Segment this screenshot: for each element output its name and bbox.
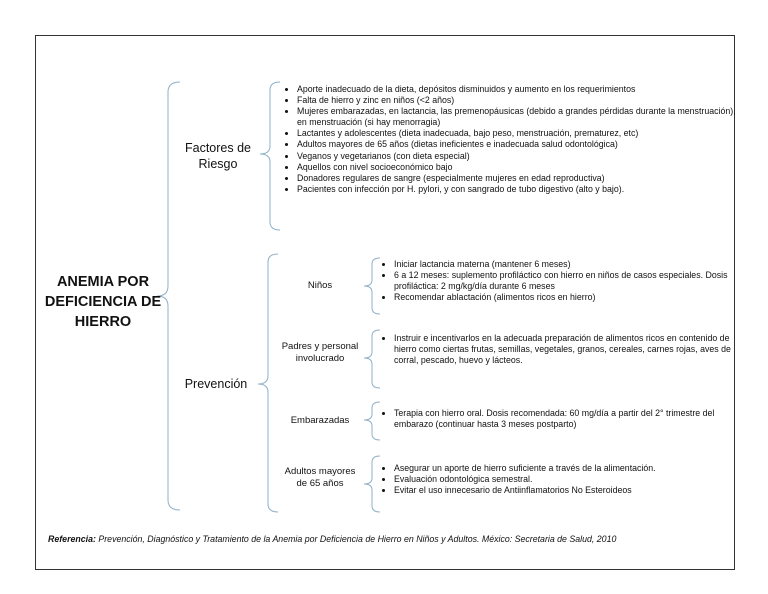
list-item: • Instruir e incentivarlos en la adecuada preparación de alimentos ricos en contenido de hierro como ciertas frutas, semillas, vegetales, granos, cereales, carnes rojas, aves de corral, pescado, huevo y lácteos. [394,333,746,366]
embarazadas-list [380,408,744,430]
list-item: • Evaluación odontológica semestral. [394,474,744,485]
embarazadas-bracket [364,402,380,440]
factores-list [283,84,737,195]
prevencion-label: Prevención [184,377,248,391]
reference-text: Prevención, Diagnóstico y Tratamiento de la Anemia por Deficiencia de Hierro en Niños y Adultos. México: Secretaria de Salud, 2010 [98,534,617,544]
list-item: • Terapia con hierro oral. Dosis recomendada: 60 mg/día a partir del 2° trimestre del embarazo (continuar hasta 3 meses postparto) [394,408,744,430]
list-item: • Donadores regulares de sangre (especialmente mujeres en edad reproductiva) [297,173,737,184]
list-item: • Pacientes con infección por H. pylori, y con sangrado de tubo digestivo (alto y bajo). [297,184,737,195]
list-item: • Evitar el uso innecesario de Antiinflamatorios No Esteroideos [394,485,744,496]
reference [48,534,718,545]
adultos-bracket [364,456,380,512]
embarazadas-label: Embarazadas [290,415,350,426]
list-item: • Aquellos con nivel socioeconómico bajo [297,162,737,173]
adultos-label: Adultos mayores de 65 años [284,466,356,489]
list-item: • Iniciar lactancia materna (mantener 6 meses) [394,259,744,270]
factores-label: Factores de Riesgo [184,141,251,171]
ninos-bracket [364,258,380,314]
list-item: • Mujeres embarazadas, en lactancia, las premenopáusicas (debido a grandes pérdidas durante la menstruación), en menstruación (si hay menorragia) [297,106,737,128]
ninos-label: Niños [307,280,333,291]
prevencion-bracket [258,254,278,512]
padres-list [380,333,746,366]
padres-bracket [364,330,380,388]
list-item: • Lactantes y adolescentes (dieta inadecuada, bajo peso, menstruación, prematurez, etc) [297,128,737,139]
main-title: ANEMIA POR DEFICIENCIA DE HIERRO [44,274,162,330]
ninos-list [380,259,744,303]
list-item: • 6 a 12 meses: suplemento profiláctico con hierro en niños de casos especiales. Dosis profiláctica: 2 mg/kg/día durante 6 meses [394,270,744,292]
reference-label: Referencia: [48,534,96,544]
adultos-list [380,463,744,496]
list-item: • Veganos y vegetarianos (con dieta especial) [297,151,737,162]
list-item: • Aporte inadecuado de la dieta, depósitos disminuidos y aumento en los requerimientos [297,84,737,95]
list-item: • Adultos mayores de 65 años (dietas ineficientes e inadecuada salud odontológica) [297,139,737,150]
padres-label: Padres y personal involucrado [281,341,359,364]
list-item: • Recomendar ablactación (alimentos ricos en hierro) [394,292,744,303]
list-item: • Asegurar un aporte de hierro suficiente a través de la alimentación. [394,463,744,474]
list-item: • Falta de hierro y zinc en niños (<2 años) [297,95,737,106]
